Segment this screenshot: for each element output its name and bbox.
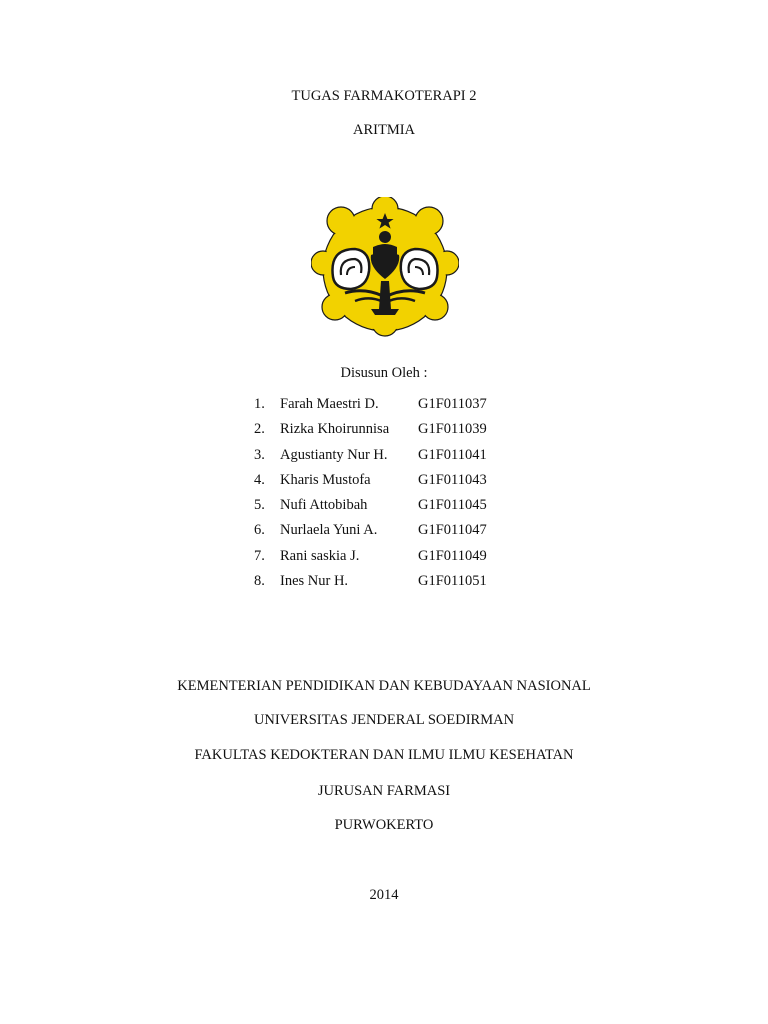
list-item xyxy=(254,471,534,496)
author-nim: G1F011047 xyxy=(418,522,487,539)
author-nim: G1F011041 xyxy=(418,446,487,463)
author-name: Agustianty Nur H. xyxy=(280,446,388,463)
author-name: Nurlaela Yuni A. xyxy=(280,522,378,539)
city-name: PURWOKERTO xyxy=(334,817,434,833)
author-nim: G1F011037 xyxy=(418,396,487,412)
university-name: UNIVERSITAS JENDERAL SOEDIRMAN xyxy=(253,712,515,728)
author-name: Rani saskia J. xyxy=(280,547,360,564)
author-number: 4. xyxy=(254,471,265,488)
list-item xyxy=(254,547,534,572)
author-number: 6. xyxy=(254,522,265,539)
year: 2014 xyxy=(369,887,399,903)
faculty-name: FAKULTAS KEDOKTERAN DAN ILMU ILMU KESEHATAN xyxy=(194,747,574,763)
department-name: JURUSAN FARMASI xyxy=(317,783,451,799)
author-number: 2. xyxy=(254,421,265,438)
author-name: Ines Nur H. xyxy=(280,573,349,590)
author-nim: G1F011043 xyxy=(418,471,487,488)
author-list xyxy=(254,395,534,597)
author-nim: G1F011049 xyxy=(418,547,487,564)
author-nim: G1F011051 xyxy=(418,573,487,590)
author-number: 3. xyxy=(254,446,265,463)
list-item xyxy=(254,420,534,445)
list-item xyxy=(254,395,534,420)
author-number: 1. xyxy=(254,396,265,412)
ministry-name: KEMENTERIAN PENDIDIKAN DAN KEBUDAYAAN NASIONAL xyxy=(177,678,591,694)
author-number: 8. xyxy=(254,573,265,590)
author-number: 7. xyxy=(254,547,265,564)
author-name: Rizka Khoirunnisa xyxy=(280,421,390,438)
author-nim: G1F011039 xyxy=(418,421,487,438)
list-item xyxy=(254,446,534,471)
topic-title: ARITMIA xyxy=(352,122,416,138)
author-name: Kharis Mustofa xyxy=(280,471,371,488)
author-name: Nufi Attobibah xyxy=(280,497,368,514)
list-item xyxy=(254,572,534,597)
author-name: Farah Maestri D. xyxy=(280,396,379,412)
prepared-by-label: Disusun Oleh : xyxy=(340,365,428,381)
author-number: 5. xyxy=(254,497,265,514)
author-nim: G1F011045 xyxy=(418,497,487,514)
list-item xyxy=(254,521,534,546)
university-emblem-icon xyxy=(311,197,459,337)
course-title: TUGAS FARMAKOTERAPI 2 xyxy=(291,88,477,104)
list-item xyxy=(254,496,534,521)
